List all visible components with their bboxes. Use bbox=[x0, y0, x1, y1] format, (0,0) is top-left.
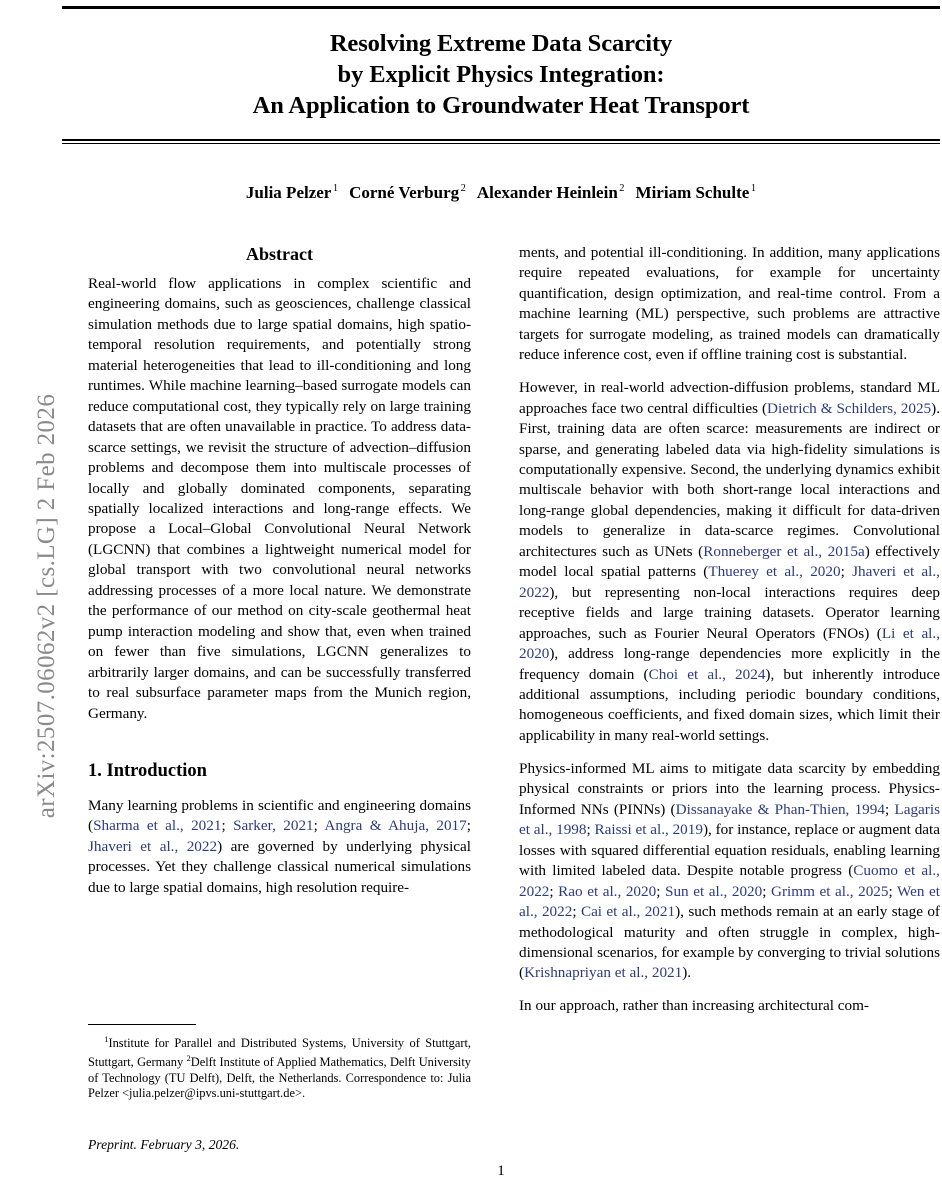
header-rule-double bbox=[62, 139, 940, 144]
text-run: ; bbox=[549, 882, 559, 900]
author-name: Miriam Schulte bbox=[635, 183, 750, 202]
abstract-heading: Abstract bbox=[246, 244, 313, 264]
title-line-2: by Explicit Physics Integration: bbox=[337, 61, 665, 88]
header-rule-thin bbox=[62, 143, 940, 144]
citation-link[interactable]: Rao et al., 2020 bbox=[558, 882, 657, 900]
author-name: Corné Verburg bbox=[349, 183, 460, 202]
footnote-marker-1: 1 bbox=[104, 1034, 109, 1044]
title-line-3: An Application to Groundwater Heat Transport bbox=[252, 92, 750, 119]
citation-link[interactable]: Choi et al., 2024 bbox=[648, 665, 766, 683]
citation-link[interactable]: Sun et al., 2020 bbox=[665, 882, 763, 900]
author-entry bbox=[349, 183, 466, 202]
text-run: ; bbox=[762, 882, 772, 900]
citation-link[interactable]: Sharma et al., 2021 bbox=[93, 817, 222, 835]
citation-link[interactable]: Krishnapriyan et al., 2021 bbox=[524, 964, 683, 982]
citation-link[interactable]: Grimm et al., 2025 bbox=[771, 882, 889, 900]
text-run: ). First, training data are often scarce: measurements are indirect or sparse, and generating labeled data via high-fidelity simulations is computationally expensive. Second, the underlying dynamics exhibit multiscale behavior with both short-range local interactions and long-range global dependencies, making it difficult for data-driven models to generalize in data-scarce regimes. Convolutional architectures such as UNets ( bbox=[519, 399, 940, 560]
text-run: ) are governed by underlying physical processes. Yet they challenge classical numerical simulations due to large spatial domains, high resolution require- bbox=[88, 837, 471, 896]
author-entry bbox=[477, 183, 625, 202]
text-run: ; bbox=[313, 817, 325, 835]
author-name: Alexander Heinlein bbox=[476, 183, 618, 202]
footnote-separator-rule bbox=[88, 1024, 196, 1025]
citation-link[interactable]: Li et al., 2020 bbox=[519, 624, 940, 663]
citation-link[interactable]: Ronneberger et al., 2015a bbox=[703, 542, 865, 560]
text-run: ; bbox=[572, 903, 581, 921]
text-run: ; bbox=[888, 882, 897, 900]
paper-page bbox=[62, 0, 942, 1200]
title-line-1: Resolving Extreme Data Scarcity bbox=[329, 30, 673, 57]
citation-link[interactable]: Cai et al., 2021 bbox=[580, 903, 676, 921]
text-run: ), but inherently introduce additional assumptions, including periodic boundary conditions, homogeneous coefficients, and fixed domain sizes, which limit their applicability in many real-world settings. bbox=[519, 665, 940, 744]
text-run: ), but representing non-local interactions requires deep receptive fields and large training datasets. Operator learning approaches, such as Fourier Neural Operators (FNOs) ( bbox=[519, 583, 940, 642]
text-run: Physics-informed ML aims to mitigate data scarcity by embedding physical constraints or priors into the learning process. Physics-Informed NNs (PINNs) ( bbox=[519, 759, 940, 818]
author-entry bbox=[246, 183, 338, 202]
text-run: ). bbox=[682, 964, 692, 982]
author-list bbox=[62, 183, 940, 203]
abstract-body: Real-world flow applications in complex scientific and engineering domains, such as geosciences, challenge classical simulation methods due to large spatial domains, high spatio-temporal resolution requirements, and potentially strong material heterogeneities that lead to ill-conditioning and long runtimes. While machine learning–based surrogate models can reduce computational cost, they typically rely on large training datasets that are often unavailable in practice. To address data-scarce settings, we revisit the structure of advection–diffusion problems and decompose them into multiscale processes of locally and globally dominated components, separating spatially localized interactions and long-range effects. We propose a Local–Global Convolutional Neural Network (LGCNN) that combines a lightweight numerical model for global transport with two convolutional neural networks addressing processes of a more local nature. We demonstrate the performance of our method on city-scale geothermal heat pump interaction modeling and show that, even when trained on fewer than five simulations, LGCNN generalizes to arbitrarily larger domains, and can be successfully transferred to real subsurface parameter maps from the Munich region, Germany. bbox=[88, 275, 471, 722]
citation-link[interactable]: Sarker, 2021 bbox=[233, 817, 314, 835]
text-run: ; bbox=[466, 817, 471, 835]
text-run: ) effectively model local spatial patterns ( bbox=[519, 542, 940, 581]
author-entry bbox=[636, 183, 757, 202]
intro-paragraph-1 bbox=[88, 796, 471, 898]
citation-link[interactable]: Dietrich & Schilders, 2025 bbox=[767, 399, 932, 417]
author-name: Julia Pelzer bbox=[245, 183, 332, 202]
right-paragraph-1: ments, and potential ill-conditioning. In addition, many applications require repeated evaluations, for example for uncertainty quantification, design optimization, and real-time control. From a machine learning (ML) perspective, such problems are attractive targets for surrogate modeling, as trained models can dramatically reduce inference cost, even if offline training cost is substantial. bbox=[519, 244, 940, 364]
citation-link[interactable]: Jhaveri et al., 2022 bbox=[88, 837, 218, 855]
text-run: ), such methods remain at an early stage of methodological maturity and often struggle in complex, high-dimensional scenarios, for example by converging to trivial solutions ( bbox=[519, 903, 940, 982]
text-run: ; bbox=[840, 563, 853, 581]
text-run: ; bbox=[884, 800, 895, 818]
section-heading-introduction: 1. Introduction bbox=[88, 760, 207, 781]
page-title bbox=[62, 28, 940, 121]
right-paragraph-4: In our approach, rather than increasing architectural com- bbox=[519, 997, 869, 1015]
left-column bbox=[88, 243, 471, 898]
author-affiliation-marker: 1 bbox=[332, 183, 339, 195]
preprint-note: Preprint. February 3, 2026. bbox=[88, 1137, 240, 1152]
author-affiliation-marker: 1 bbox=[750, 183, 757, 195]
text-run: Many learning problems in scientific and engineering domains ( bbox=[88, 796, 471, 835]
text-run: ), for instance, replace or augment data losses with squared differential equation residuals, enabling learning with limited labeled data. Despite notable progress ( bbox=[519, 821, 940, 880]
citation-link[interactable]: Angra & Ahuja, 2017 bbox=[324, 817, 467, 835]
citation-link[interactable]: Raissi et al., 2019 bbox=[594, 821, 703, 839]
right-column bbox=[519, 243, 940, 1017]
citation-link[interactable]: Lagaris et al., 1998 bbox=[519, 800, 940, 839]
text-run: ; bbox=[221, 817, 234, 835]
footnote-text-2: Delft Institute of Applied Mathematics, Delft University of Technology (TU Delft), Delft, the Netherlands. Correspondence to: Julia Pelzer <julia.pelzer@ipvs.uni-stuttgart.de>. bbox=[88, 1055, 471, 1100]
arxiv-identifier-stamp: arXiv:2507.06062v2 [cs.LG] 2 Feb 2026 bbox=[33, 393, 60, 819]
citation-link[interactable]: Dissanayake & Phan-Thien, 1994 bbox=[675, 800, 885, 818]
citation-link[interactable]: Jhaveri et al., 2022 bbox=[519, 563, 940, 601]
citation-link[interactable]: Wen et al., 2022 bbox=[519, 882, 940, 921]
citation-link[interactable]: Thuerey et al., 2020 bbox=[708, 563, 841, 581]
text-run: ; bbox=[656, 882, 666, 900]
citation-link[interactable]: Cuomo et al., 2022 bbox=[519, 862, 940, 900]
right-paragraph-3 bbox=[519, 759, 940, 984]
affiliation-footnote bbox=[88, 1032, 471, 1101]
text-run: ; bbox=[586, 821, 595, 839]
author-affiliation-marker: 2 bbox=[460, 183, 466, 195]
text-run: ), address long-range dependencies more explicitly in the frequency domain ( bbox=[519, 645, 940, 683]
author-affiliation-marker: 2 bbox=[619, 183, 625, 195]
right-paragraph-2 bbox=[519, 378, 940, 746]
page-number: 1 bbox=[497, 1163, 505, 1179]
footnote-marker-2: 2 bbox=[186, 1053, 191, 1064]
text-run: However, in real-world advection-diffusion problems, standard ML approaches face two central difficulties ( bbox=[519, 379, 940, 417]
footnote-text-1: Institute for Parallel and Distributed Systems, University of Stuttgart, Stuttgart, Germany bbox=[88, 1036, 471, 1070]
footnote-zone bbox=[88, 1024, 471, 1101]
header-rule-top bbox=[62, 6, 940, 9]
